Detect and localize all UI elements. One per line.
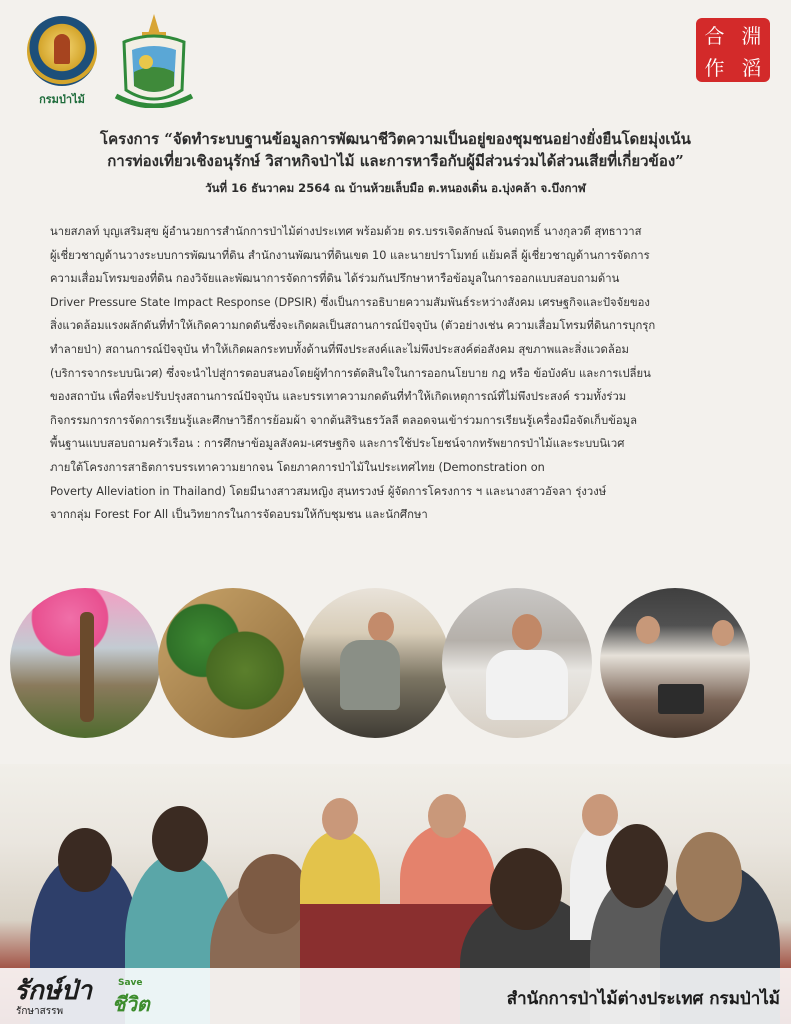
participant-head	[490, 848, 562, 930]
body-line: ของสถาบัน เพื่อที่จะปรับปรุงสถานการณ์ปัจจุบัน และบรรเทาความกดดันที่ทำให้เกิดเหตุการณ์ที่ไม่พึงประสงค์ รวมทั้งร่วม	[50, 390, 627, 404]
body-line: Poverty Alleviation in Thailand) โดยมีนางสาวสมหญิง สุนทรวงษ์ ผู้จัดการโครงการ ฯ และนางสาวอัจลา รุ่งวงษ์	[50, 484, 607, 498]
photo-circle-meeting	[600, 588, 750, 738]
body-line: ภายใต้โครงการสาธิตการบรรเทาความยากจน โดยภาคการป่าไม้ในประเทศไทย (Demonstration on	[50, 460, 545, 474]
participant-head	[606, 824, 668, 908]
photo-circle-official	[442, 588, 592, 738]
photo-circle-row	[10, 588, 781, 748]
body-line: ความเสื่อมโทรมของที่ดิน กองวิจัยและพัฒนาการจัดการที่ดิน ได้ร่วมกันปรึกษาหารือข้อมูลในการออกแบบสอบถามด้าน	[50, 272, 620, 286]
participant-head	[152, 806, 208, 872]
campaign-brand-logo	[14, 970, 164, 1020]
footer-office-name: สำนักการป่าไม้ต่างประเทศ กรมป่าไม้	[506, 989, 780, 1009]
participant-head	[322, 798, 358, 840]
body-line: กิจกรรมการการจัดการเรียนรู้และศึกษาวิธีการย้อมผ้า จากต้นสิรินธรวัลลี ตลอดจนเข้าร่วมการเรียนรู้เครื่องมือจัดเก็บข้อมูล	[50, 413, 638, 427]
body-paragraph	[50, 220, 742, 527]
brand-life-text: ชีวิต	[112, 992, 150, 1016]
body-line: (บริการจากระบบนิเวศ) ซึ่งจะนำไปสู่การตอบสนองโดยผู้ทำการตัดสินใจในการออกนโยบาย กฎ หรือ ข้อบังคับ และการเปลี่ยน	[50, 366, 651, 380]
photo-circle-leaves	[158, 588, 308, 738]
photo-circle-dyeing-work	[300, 588, 450, 738]
title-line-2: การท่องเที่ยวเชิงอนุรักษ์ วิสาหกิจป่าไม้ และการหารือกับผู้มีส่วนร่วมได้ส่วนเสียที่เกี่ยวข้อง”	[107, 152, 684, 170]
body-line: พื้นฐานแบบสอบถามครัวเรือน : การศึกษาข้อมูลสังคม-เศรษฐกิจ และการใช้ประโยชน์จากทรัพยากรป่าไม้และระบบนิเวศ	[50, 437, 625, 451]
title-line-1: โครงการ “จัดทำระบบฐานข้อมูลการพัฒนาชีวิตความเป็นอยู่ของชุมชนอย่างยั่งยืนโดยมุ่งเน้น	[100, 130, 691, 148]
brand-sub-text: รักษาสรรพ	[16, 1006, 64, 1017]
project-title	[0, 128, 791, 172]
date-location-line: วันที่ 16 ธันวาคม 2564 ณ บ้านห้วยเล็บมือ ต.หนองเดิ่น อ.บุ่งคล้า จ.บึงกาฬ	[205, 181, 586, 195]
body-line: จากกลุ่ม Forest For All เป็นวิทยากรในการจัดอบรมให้กับชุมชน และนักศึกษา	[50, 508, 428, 522]
partner-seal-logo	[696, 18, 770, 82]
body-line: สิ่งแวดล้อมแรงผลักดันที่ทำให้เกิดความกดดันซึ่งจะเกิดผลเป็นสถานการณ์ปัจจุบัน (ตัวอย่างเช่น ความเสื่อมโทรมที่ดินการบุกรุก	[50, 319, 656, 333]
participant-head	[428, 794, 466, 838]
rfd-logo-caption: กรมป่าไม้	[39, 93, 85, 106]
seal-char-4: 滔	[741, 55, 762, 80]
participant-head	[58, 828, 112, 892]
brand-save-text: Save	[118, 978, 143, 988]
seal-char-3: 作	[704, 55, 725, 80]
royal-forest-department-logo	[22, 16, 102, 108]
photo-circle-dye-hanging	[10, 588, 160, 738]
brand-main-text: รักษ์ป่า	[14, 976, 92, 1006]
body-line: Driver Pressure State Impact Response (DPSIR) ซึ่งเป็นการอธิบายความสัมพันธ์ระหว่างสังคม เศรษฐกิจและปัจจัยของ	[50, 295, 650, 309]
participant-head	[676, 832, 742, 922]
seal-char-1: 合	[704, 23, 725, 48]
office-seal-logo	[112, 12, 196, 108]
body-line: นายสภลท์ บุญเสริมสุข ผู้อำนวยการสำนักการป่าไม้ต่างประเทศ พร้อมด้วย ดร.บรรเจิดลักษณ์ จินตฤทธิ์ นางกุลวดี สุทธาวาส	[50, 225, 642, 238]
seal-char-2: 淵	[741, 23, 762, 48]
body-line: ผู้เชี่ยวชาญด้านวางระบบการพัฒนาที่ดิน สำนักงานพัฒนาที่ดินเขต 10 และนายปราโมทย์ แย้มคลี่ ผู้เชี่ยวชาญด้านการจัดการ	[50, 248, 650, 262]
participant-head	[582, 794, 618, 836]
participant-head	[238, 854, 308, 934]
body-line: ทำลายป่า) สถานการณ์ปัจจุบัน ทำให้เกิดผลกระทบทั้งด้านที่พึงประสงค์และไม่พึงประสงค์ต่อสังคม สุขภาพและสิ่งแวดล้อม	[50, 342, 630, 356]
rfd-emblem-icon	[27, 16, 97, 86]
